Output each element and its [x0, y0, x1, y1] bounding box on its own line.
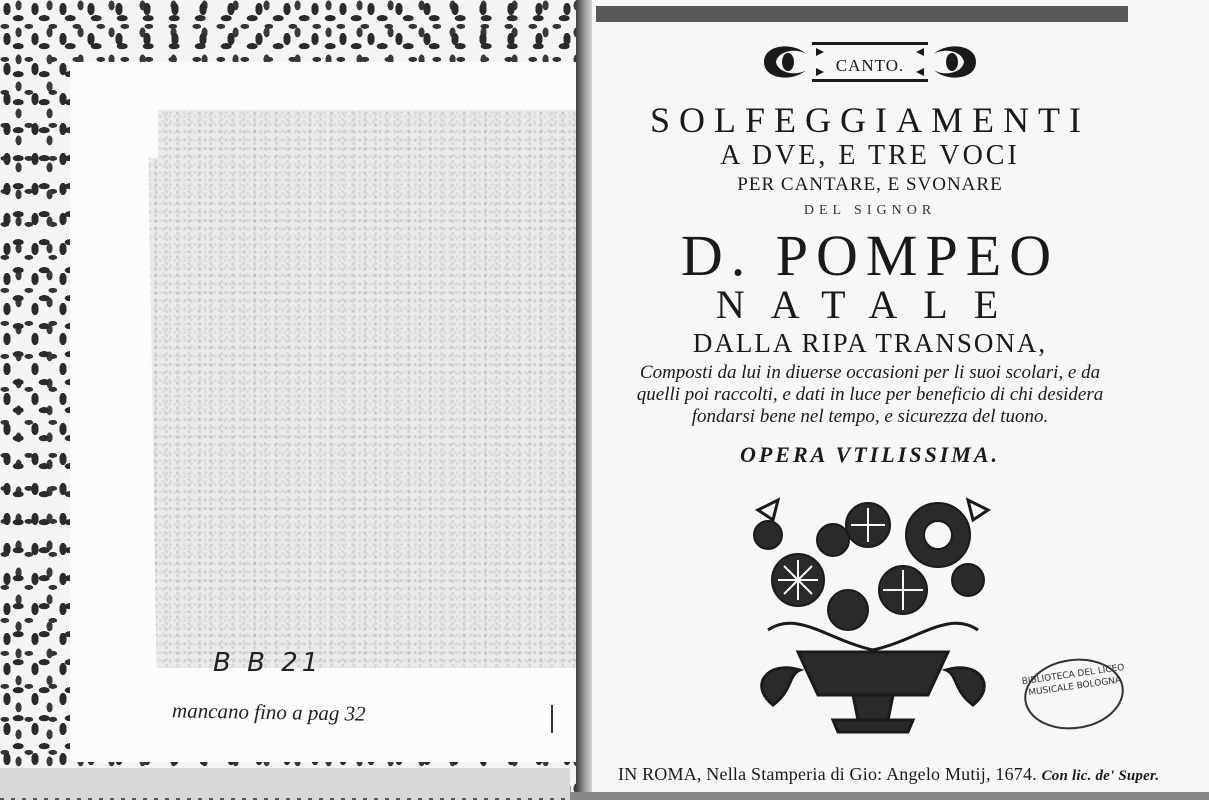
- handwritten-note: mancano fino a pag 32: [171, 698, 366, 726]
- author-place: DALLA RIPA TRANSONA,: [692, 328, 1048, 358]
- shelfmark: B B 21: [213, 648, 323, 678]
- title-page-text: [600, 28, 1140, 468]
- headpiece-label: CANTO.: [835, 56, 905, 75]
- library-stamp-icon: [1022, 655, 1126, 733]
- imprint: [618, 764, 1160, 785]
- author-name-last: NATALE: [715, 282, 1025, 327]
- stamp-text: BIBLIOTECA DEL LICEO MUSICALE BOLOGNA: [1021, 662, 1126, 699]
- license-text: Con lic. de' Super.: [1041, 768, 1160, 784]
- patch-notch: [118, 108, 158, 158]
- top-page-edge: [596, 6, 1128, 22]
- author-name-first: D. POMPEO: [680, 223, 1060, 288]
- description: Composti da lui in diuerse occasioni per li suoi scolari, e da quelli poi raccolti, e dati in luce per beneficio di chi desidera fondarsi bene nel tempo, e sicurezza del tuono.: [636, 362, 1104, 427]
- pasted-paper-patch: [148, 110, 580, 668]
- subtitle-voices: A DVE, E TRE VOCI: [720, 140, 1020, 171]
- imprint-text: IN ROMA, Nella Stamperia di Gio: Angelo Mutij, 1674.: [618, 764, 1037, 784]
- flower-basket-woodcut-icon: [738, 480, 1008, 745]
- bottom-page-edge: [570, 792, 1209, 800]
- author-intro: DEL SIGNOR: [803, 203, 937, 218]
- main-title: SOLFEGGIAMENTI: [650, 100, 1090, 140]
- left-bottom-strip: [0, 768, 570, 800]
- opera-label: OPERA VTILISSIMA.: [739, 442, 1001, 467]
- headpiece: [754, 36, 986, 88]
- subtitle-purpose: PER CANTARE, E SVONARE: [737, 174, 1003, 195]
- margin-tick: [551, 705, 553, 733]
